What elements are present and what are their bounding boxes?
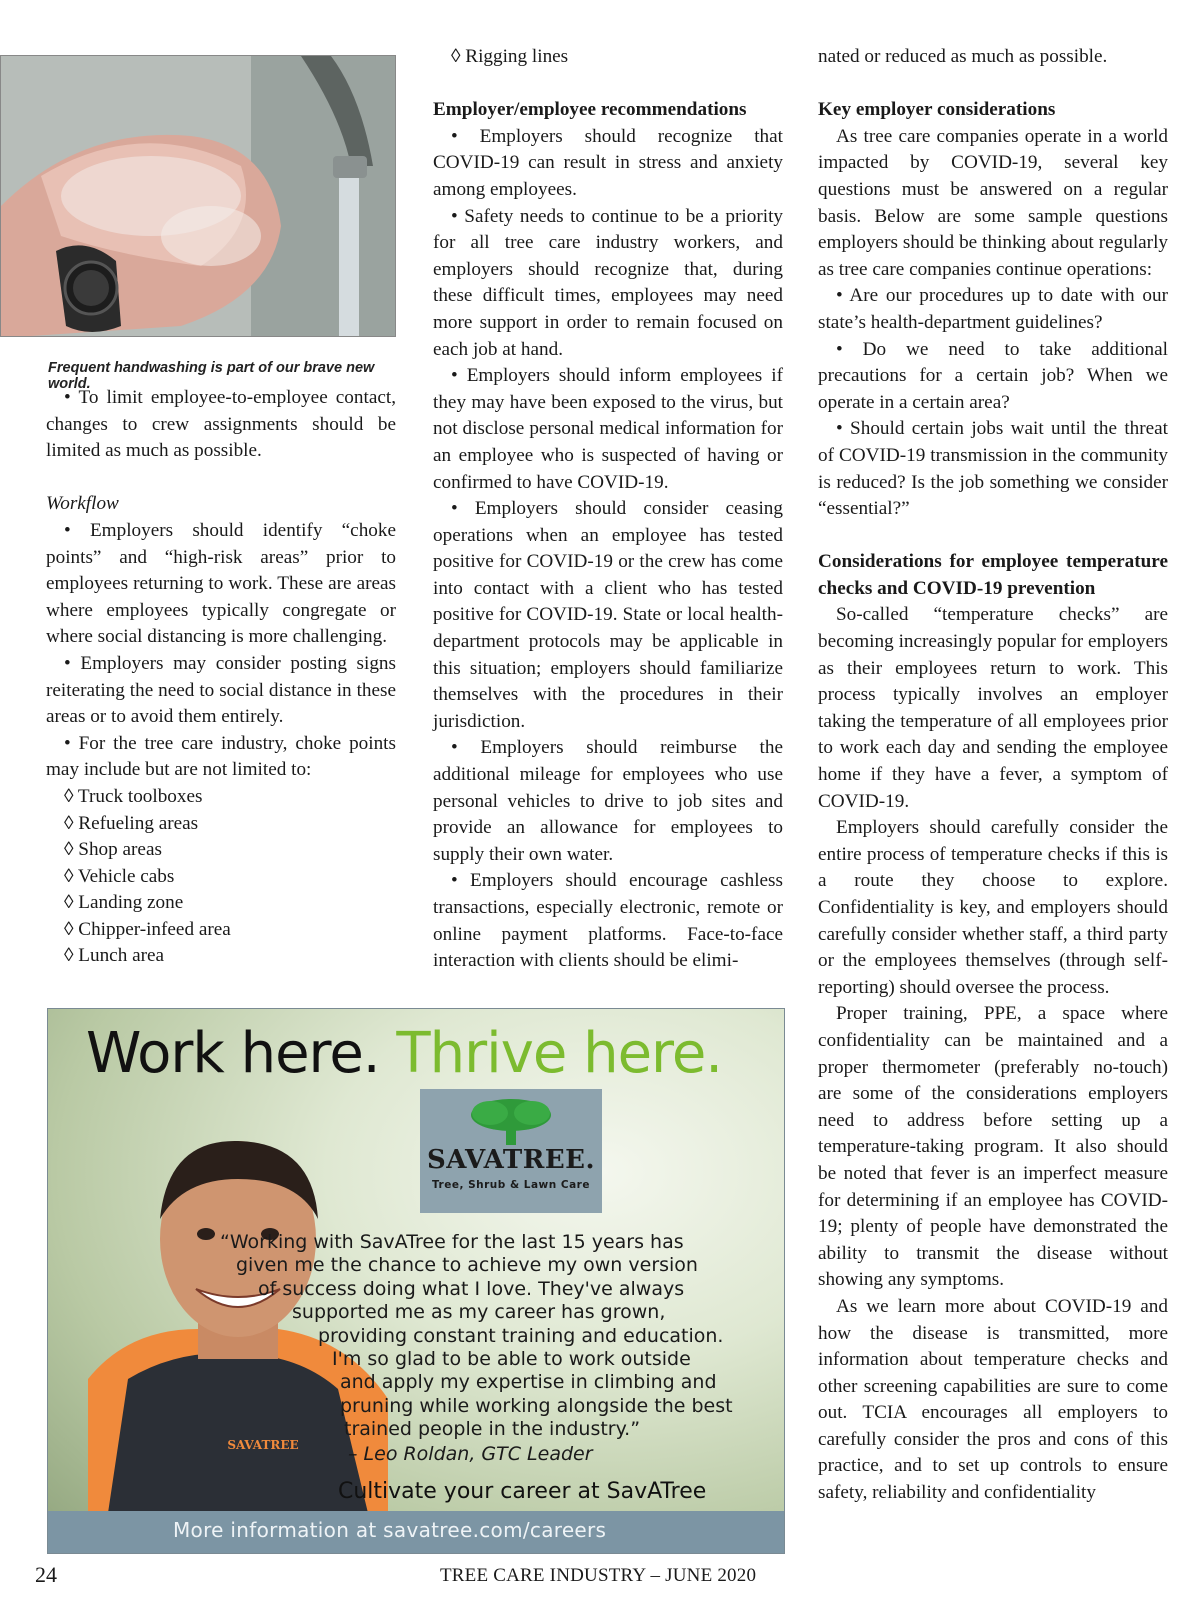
logo-wordmark: SAVATREE. (426, 1145, 596, 1175)
section-heading: Considerations for employee temperature checks and COVID-19 prevention (818, 551, 1168, 599)
list-item: ◊ Shop areas (64, 839, 162, 861)
ad-footer-bar (48, 1511, 784, 1553)
paragraph: As tree care companies operate in a world impacted by COVID-19, several key questions must be answered on a regular basis. Below are some sample questions employers should be thinking about regularly as tree care companies continue operations: (818, 125, 1168, 280)
ad-headline-part-a: Work here. (86, 1021, 380, 1086)
quote-line: “Working with SavATree for the last 15 years has (220, 1231, 684, 1253)
quote-line: providing constant training and education. (318, 1324, 724, 1347)
paragraph: • Employers may consider posting signs reiterating the need to social distance in these areas or to avoid them entirely. (46, 652, 396, 728)
paragraph: So-called “temperature checks” are becoming increasingly popular for employers as their employees return to work. This process typically involves an employer taking the temperature of all employees prior to work each day and sending the employee home if they have a fever, a symptom of COVID-19. (818, 604, 1168, 812)
section-heading: Key employer considerations (818, 99, 1056, 121)
paragraph: • Employers should consider ceasing operations when an employee has tested positive for COVID-19 or the crew has come into contact with a client who has tested positive for COVID-19. State or local health-department protocols may be applicable in this situation; employers should familiarize themselves with the procedures in their jurisdiction. (433, 498, 783, 732)
quote-line: of success doing what I love. They've always (258, 1277, 685, 1300)
quote-line: trained people in the industry.” (344, 1418, 641, 1441)
paragraph: • Employers should inform employees if they may have been exposed to the virus, but not disclose personal medical information for an employee who is suspected of having or confirmed to have COVID-19. (433, 365, 783, 493)
column-2 (433, 44, 783, 975)
column-3 (818, 44, 1168, 1507)
quote-line: supported me as my career has grown, (292, 1301, 666, 1324)
paragraph: • Employers should identify “choke points” and “high-risk areas” prior to employees returning to work. These are areas where employees typically congregate or where social distancing is more challenging. (46, 519, 396, 648)
subheading-workflow: Workflow (46, 493, 119, 515)
paragraph: • For the tree care industry, choke points may include but are not limited to: (46, 732, 396, 781)
page-number: 24 (35, 1562, 57, 1587)
paragraph: • Employers should reimburse the additional mileage for employees who use personal vehicles to drive to job sites and provide an allowance for employees to supply their own water. (433, 737, 783, 865)
section-heading: Employer/employee recommendations (433, 99, 747, 121)
paragraph: Proper training, PPE, a space where confidentiality can be maintained and a proper thermometer (preferably no-touch) are some of the considerations employers need to address before setting up a temperature-taking program. It also should be noted that fever is an imperfect measure for determining if an employee has COVID-19; plenty of people have demonstrated the ability to transmit the disease without showing any symptoms. (818, 1003, 1168, 1291)
ad-call-to-action: Cultivate your career at SavATree (338, 1479, 707, 1504)
paragraph: • Employers should recognize that COVID-19 can result in stress and anxiety among employees. (433, 125, 783, 200)
testimonial-quote (220, 1231, 780, 1442)
photo-caption: Frequent handwashing is part of our brave new world. (48, 360, 375, 392)
paragraph: • To limit employee-to-employee contact, changes to crew assignments should be limited as much as possible. (46, 387, 396, 462)
handwashing-photo (0, 55, 396, 337)
column-1 (46, 385, 396, 970)
paragraph: Employers should carefully consider the entire process of temperature checks if this is a route they choose to explore. Confidentiality is key, and employers should carefully consider whether staff, a third party or the employees themselves (through self-reporting) should oversee the process. (818, 817, 1168, 998)
paragraph: • Safety needs to continue to be a priority for all tree care industry workers, and employers should recognize that, during these difficult times, employees may need more support in order to remain focused on each job at hand. (433, 205, 783, 360)
handwashing-illustration (1, 56, 396, 337)
paragraph: • Do we need to take additional precautions for a certain job? When we operate in a certain area? (818, 338, 1168, 413)
ad-headline (86, 1021, 722, 1086)
quote-line: I'm so glad to be able to work outside (332, 1348, 691, 1371)
list-item: ◊ Rigging lines (451, 46, 569, 67)
list-item: ◊ Chipper-infeed area (64, 918, 231, 940)
quote-line: and apply my expertise in climbing and (340, 1371, 717, 1394)
logo-tagline: Tree, Shrub & Lawn Care (432, 1179, 590, 1191)
paragraph: • Employers should encourage cashless transactions, especially electronic, remote or online payment platforms. Face-to-face interaction with clients should be elimi- (433, 870, 783, 972)
careers-link[interactable]: More information at savatree.com/careers (173, 1518, 607, 1542)
paragraph: nated or reduced as much as possible. (818, 46, 1108, 67)
list-item: ◊ Refueling areas (64, 812, 199, 834)
ad-headline-part-b: Thrive here. (396, 1021, 723, 1086)
list-item: ◊ Truck toolboxes (64, 785, 203, 807)
tree-logo-icon (420, 1089, 602, 1149)
quote-line: pruning while working alongside the best (340, 1394, 733, 1417)
testimonial-attribution: – Leo Roldan, GTC Leader (348, 1443, 593, 1465)
savatree-advertisement[interactable] (47, 1008, 785, 1554)
savatree-logo (420, 1089, 602, 1213)
shirt-logo: SAVATREE (227, 1438, 299, 1452)
paragraph: • Should certain jobs wait until the threat of COVID-19 transmission in the community is reduced? Is the job something we consider “essential?” (818, 418, 1168, 520)
list-item: ◊ Landing zone (64, 892, 184, 914)
paragraph: • Are our procedures up to date with our state’s health-department guidelines? (818, 285, 1168, 333)
list-item: ◊ Vehicle cabs (64, 865, 175, 887)
magazine-footer: TREE CARE INDUSTRY – JUNE 2020 (440, 1565, 757, 1586)
quote-line: given me the chance to achieve my own version (236, 1254, 698, 1277)
list-item: ◊ Lunch area (64, 945, 165, 967)
paragraph: As we learn more about COVID-19 and how the disease is transmitted, more information about temperature checks and other screening capabilities are sure to come out. TCIA encourages all employers to carefully consider the pros and cons of this practice, and to set up controls to ensure safety, reliability and confidentiality (818, 1295, 1168, 1504)
